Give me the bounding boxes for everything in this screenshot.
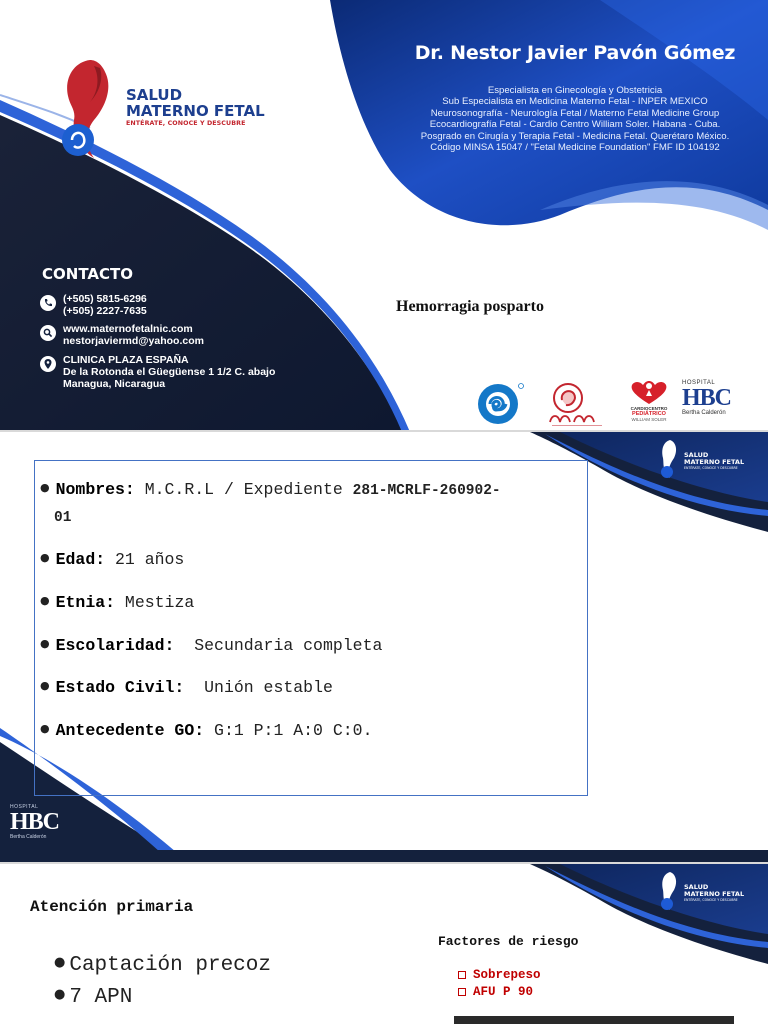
info-wrap-line: 01 xyxy=(54,510,72,526)
primary-care-text: 7 APN xyxy=(69,986,133,1009)
footer-hbc-logo xyxy=(10,804,80,850)
info-label: Etnia: xyxy=(55,593,116,612)
info-item-escolaridad xyxy=(40,636,382,655)
mini-logo-line-3: ENTÉRATE, CONOCE Y DESCUBRE xyxy=(684,898,738,902)
info-item-etnia xyxy=(40,593,194,612)
address-line-2: Managua, Nicaragua xyxy=(63,378,166,390)
primary-care-slide xyxy=(0,864,768,1024)
bullet: ● xyxy=(40,481,50,494)
cardiocentro-text-1: CARDIOCENTRO xyxy=(630,406,668,411)
info-item-antecedente-go xyxy=(40,721,372,740)
bullet: ● xyxy=(40,679,50,692)
credential-line: Código MINSA 15047 / "Fetal Medicine Foundation" FMF ID 104192 xyxy=(430,142,720,154)
slide3-title: Atención primaria xyxy=(30,898,194,916)
checkbox-icon xyxy=(458,988,466,996)
bullet: ● xyxy=(40,637,50,650)
phone-2: (+505) 2227-7635 xyxy=(63,305,147,317)
info-label: Antecedente GO: xyxy=(55,721,205,740)
brand-line-2: MATERNO FETAL xyxy=(126,102,265,120)
doctor-name: Dr. Nestor Javier Pavón Gómez xyxy=(414,42,736,64)
footer-bertha-text: Bertha Calderón xyxy=(10,834,47,840)
mini-logo-line-3: ENTÉRATE, CONOCE Y DESCUBRE xyxy=(684,466,738,470)
risk-factor-text: Sobrepeso xyxy=(473,968,541,982)
contact-web xyxy=(40,323,204,347)
credential-line: Especialista en Ginecología y Obstetricia xyxy=(487,85,663,96)
risk-factor-item xyxy=(458,968,541,982)
primary-care-item xyxy=(54,954,271,977)
info-value: 21 años xyxy=(105,550,185,569)
cover-slide xyxy=(0,0,768,432)
checkbox-icon xyxy=(458,971,466,979)
info-label: Escolaridad: xyxy=(55,636,175,655)
info-value: Secundaria completa xyxy=(174,636,383,655)
credential-line: Posgrado en Cirugía y Terapia Fetal - Medicina Fetal. Querétaro México. xyxy=(420,130,730,142)
mini-logo-line-1: SALUD xyxy=(684,883,709,891)
slide-title: Hemorragia posparto xyxy=(396,298,544,315)
mfm-logo xyxy=(546,380,610,428)
patient-info-box xyxy=(34,460,588,796)
risk-factors-title: Factores de riesgo xyxy=(438,934,579,949)
risk-factor-text: AFU P 90 xyxy=(473,985,534,999)
info-value: M.C.R.L / Expediente xyxy=(134,480,353,499)
risk-factor-item xyxy=(458,985,533,999)
info-label: Estado Civil: xyxy=(55,678,185,697)
website-link[interactable]: www.maternofetalnic.com xyxy=(63,323,193,335)
mini-logo-line-2: MATERNO FETAL xyxy=(684,458,745,466)
cardiocentro-text-2: PEDIÁTRICO xyxy=(632,411,666,417)
info-item-estado-civil xyxy=(40,678,333,697)
hospital-text: HOSPITAL xyxy=(682,380,716,386)
bullet: ● xyxy=(40,722,50,735)
credential-line: Sub Especialista en Medicina Materno Fetal - INPER MEXICO xyxy=(442,96,708,108)
bullet: ● xyxy=(54,955,66,970)
mini-logo-line-2: MATERNO FETAL xyxy=(684,890,745,898)
doctor-credentials xyxy=(392,85,758,153)
info-label: Nombres: xyxy=(55,480,135,499)
patient-info-slide xyxy=(0,432,768,864)
clinic-name: CLINICA PLAZA ESPAÑA xyxy=(63,354,189,366)
footer-hbc-text: HBC xyxy=(10,809,60,835)
info-value: G:1 P:1 A:0 C:0. xyxy=(204,721,373,740)
mini-brand-logo xyxy=(658,870,766,920)
brand-tagline: ENTÉRATE, CONOCE Y DESCUBRE xyxy=(126,120,246,127)
primary-care-item xyxy=(54,986,132,1009)
credential-line: Neurosonografía - Neurología Fetal / Materno Fetal Medicine Group xyxy=(430,107,720,119)
footer-hospital-text: HOSPITAL xyxy=(10,804,39,810)
info-item-nombres xyxy=(40,480,501,499)
email-link[interactable]: nestorjaviermd@yahoo.com xyxy=(63,335,204,347)
fmf-logo xyxy=(472,380,528,428)
bullet: ● xyxy=(40,594,50,607)
mini-logo-line-1: SALUD xyxy=(684,451,709,459)
search-icon xyxy=(40,325,56,341)
location-pin-icon xyxy=(40,356,56,372)
maternal-silhouette-logo xyxy=(54,58,126,168)
contact-title: CONTACTO xyxy=(42,265,133,283)
phone-icon xyxy=(40,295,56,311)
credential-line: Ecocardiografía Fetal - Cardio Centro William Soler. Habana - Cuba. xyxy=(429,119,721,131)
info-label: Edad: xyxy=(55,550,106,569)
address-line-1: De la Rotonda el Güegüense 1 1/2 C. abajo xyxy=(63,366,276,378)
cardiocentro-logo xyxy=(624,380,674,428)
mini-brand-logo xyxy=(658,438,766,488)
contact-phone xyxy=(40,293,147,317)
info-item-edad xyxy=(40,550,184,569)
phone-1: (+505) 5815-6296 xyxy=(63,293,147,305)
brand-title xyxy=(126,88,265,127)
info-value: Mestiza xyxy=(115,593,195,612)
hbc-logo xyxy=(682,380,752,428)
hbc-text: HBC xyxy=(682,385,732,411)
primary-care-text: Captación precoz xyxy=(69,954,271,977)
bertha-text: Bertha Calderón xyxy=(682,410,726,416)
cardiocentro-text-3: WILLIAM SOLER xyxy=(631,417,667,422)
info-value: Unión estable xyxy=(184,678,333,697)
info-extra: 281-MCRLF-260902- xyxy=(352,483,501,499)
bullet: ● xyxy=(54,987,66,1002)
bullet: ● xyxy=(40,551,50,564)
contact-address xyxy=(40,354,275,390)
brand-line-1: SALUD xyxy=(126,86,183,104)
